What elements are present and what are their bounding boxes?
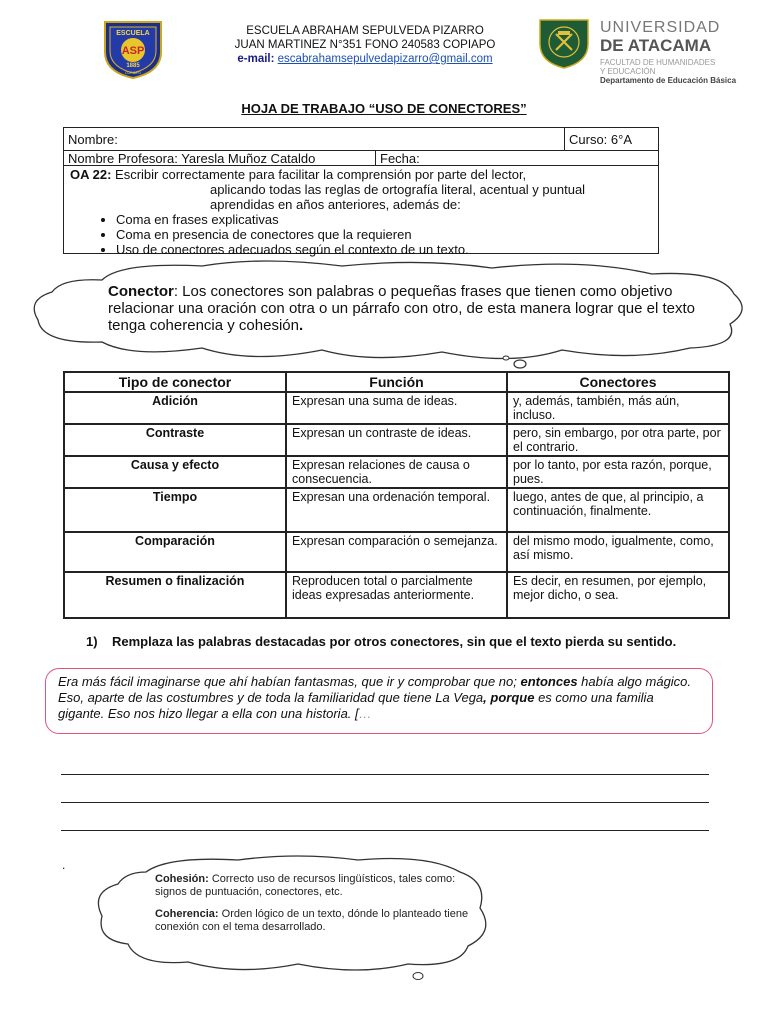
definition-end: . <box>298 317 304 334</box>
highlighted-word: entonces <box>520 674 578 689</box>
column-header: Función <box>286 372 507 392</box>
connector-type: Causa y efecto <box>64 456 286 488</box>
cohesion-definition <box>155 873 477 899</box>
coherencia-text: Orden lógico de un texto, dónde lo planteado tiene conexión con el tema desarrollado. <box>155 908 469 933</box>
answer-line[interactable] <box>61 830 709 831</box>
email-label: e-mail: <box>237 53 275 65</box>
connector-function: Expresan comparación o semejanza. <box>286 532 507 572</box>
school-info <box>180 24 550 66</box>
university-seal-icon <box>534 16 594 70</box>
connector-examples: por lo tanto, por esta razón, porque, pues. <box>507 456 729 488</box>
school-logo <box>101 18 165 80</box>
objective-bullet: • Coma en presencia de conectores que la requieren <box>116 227 652 242</box>
date-label: Fecha: <box>380 151 420 166</box>
highlighted-word: , porque <box>483 690 535 705</box>
definition-term: Conector <box>108 283 174 300</box>
connector-type: Resumen o finalización <box>64 572 286 618</box>
table-row <box>64 572 729 618</box>
objective-line2: aplicando todas las reglas de ortografía literal, acentual y puntual <box>210 182 586 197</box>
answer-line[interactable] <box>61 774 709 775</box>
definition-text: : Los conectores son palabras o pequeñas frases que tienen como objetivo relacionar una oración con otra o un párrafo con otro, de esta manera lograr que el texto tenga coherencia y cohesión <box>108 283 696 334</box>
table-row <box>64 424 729 456</box>
column-header: Conectores <box>507 372 729 392</box>
answer-line[interactable] <box>61 802 709 803</box>
school-logo-year: 1885 <box>126 63 140 69</box>
passage-ellipsis: … <box>358 706 372 721</box>
stray-dot: . <box>62 858 66 872</box>
passage-part: había algo mágico. Eso, aparte de las costumbres y de toda la familiaridad que tiene La Vega <box>58 674 692 705</box>
university-line1: UNIVERSIDAD <box>600 19 721 36</box>
faculty-line2: Y EDUCACIÓN <box>600 67 656 76</box>
exercise-number: 1) <box>86 634 98 649</box>
school-logo-initials: ASP <box>121 45 145 57</box>
connector-function: Expresan un contraste de ideas. <box>286 424 507 456</box>
department: Departamento de Educación Básica <box>600 76 737 85</box>
connector-type: Comparación <box>64 532 286 572</box>
coherencia-term: Coherencia: <box>155 908 219 920</box>
column-header: Tipo de conector <box>64 372 286 392</box>
connector-function: Reproducen total o parcialmente ideas expresadas anteriormente. <box>286 572 507 618</box>
connector-type: Adición <box>64 392 286 424</box>
cohesion-term: Cohesión: <box>155 873 209 885</box>
connector-function: Expresan una suma de ideas. <box>286 392 507 424</box>
passage-part: es como una familia gigante. Eso nos hizo llegar a ella con una historia. [ <box>58 690 654 721</box>
page-title: HOJA DE TRABAJO “USO DE CONECTORES” <box>241 101 527 116</box>
connectors-table <box>63 371 730 619</box>
school-logo-top: ESCUELA <box>116 30 150 37</box>
connector-definition <box>108 283 720 334</box>
objective-line1: Escribir correctamente para facilitar la comprensión por parte del lector, <box>115 167 527 182</box>
faculty-line1: FACULTAD DE HUMANIDADES <box>600 58 716 67</box>
school-address: JUAN MARTINEZ N°351 FONO 240583 COPIAPO <box>234 39 496 51</box>
passage-box <box>45 668 713 734</box>
passage-part: Era más fácil imaginarse que ahí habían fantasmas, que ir y comprobar que no; <box>58 674 521 689</box>
connector-examples: y, además, también, más aún, incluso. <box>507 392 729 424</box>
school-logo-bottom: COPIAPO <box>125 71 141 75</box>
objective-box <box>63 165 659 257</box>
teacher-field <box>63 150 376 166</box>
objective-line3: aprendidas en años anteriores, además de: <box>210 197 461 212</box>
school-email-line <box>180 52 550 66</box>
connector-function: Expresan una ordenación temporal. <box>286 488 507 532</box>
connector-examples: luego, antes de que, al principio, a continuación, finalmente. <box>507 488 729 532</box>
date-field[interactable] <box>375 150 659 166</box>
objective-bullet: • Uso de conectores adecuados según el contexto de un texto. <box>116 242 652 257</box>
table-row <box>64 456 729 488</box>
connector-type: Contraste <box>64 424 286 456</box>
exercise-text: Remplaza las palabras destacadas por otros conectores, sin que el texto pierda su sentido. <box>112 634 677 649</box>
objective-code: OA 22: <box>70 167 112 182</box>
teacher-label: Nombre Profesora: Yaresla Muñoz Cataldo <box>68 151 316 166</box>
course-label: Curso: 6°A <box>569 132 633 147</box>
table-row <box>64 392 729 424</box>
connector-examples: pero, sin embargo, por otra parte, por el contrario. <box>507 424 729 456</box>
student-name-field[interactable] <box>63 127 565 151</box>
cohesion-text: Correcto uso de recursos lingüísticos, tales como: signos de puntuación, conectores, etc. <box>155 873 456 898</box>
email-link[interactable]: escabrahamsepulvedapizarro@gmail.com <box>277 53 493 65</box>
student-name-label: Nombre: <box>68 132 118 147</box>
connector-examples: del mismo modo, igualmente, como, así mismo. <box>507 532 729 572</box>
course-field <box>564 127 659 151</box>
connector-function: Expresan relaciones de causa o consecuencia. <box>286 456 507 488</box>
university-line2: DE ATACAMA <box>600 36 712 55</box>
table-header-row <box>64 372 729 392</box>
school-name: ESCUELA ABRAHAM SEPULVEDA PIZARRO <box>246 25 484 37</box>
exercise-instruction <box>86 634 726 650</box>
university-name <box>600 20 750 86</box>
connector-examples: Es decir, en resumen, por ejemplo, mejor dicho, o sea. <box>507 572 729 618</box>
connector-type: Tiempo <box>64 488 286 532</box>
coherencia-definition <box>155 908 477 934</box>
table-row <box>64 488 729 532</box>
objective-list <box>70 212 652 257</box>
objective-bullet: • Coma en frases explicativas <box>116 212 652 227</box>
table-row <box>64 532 729 572</box>
